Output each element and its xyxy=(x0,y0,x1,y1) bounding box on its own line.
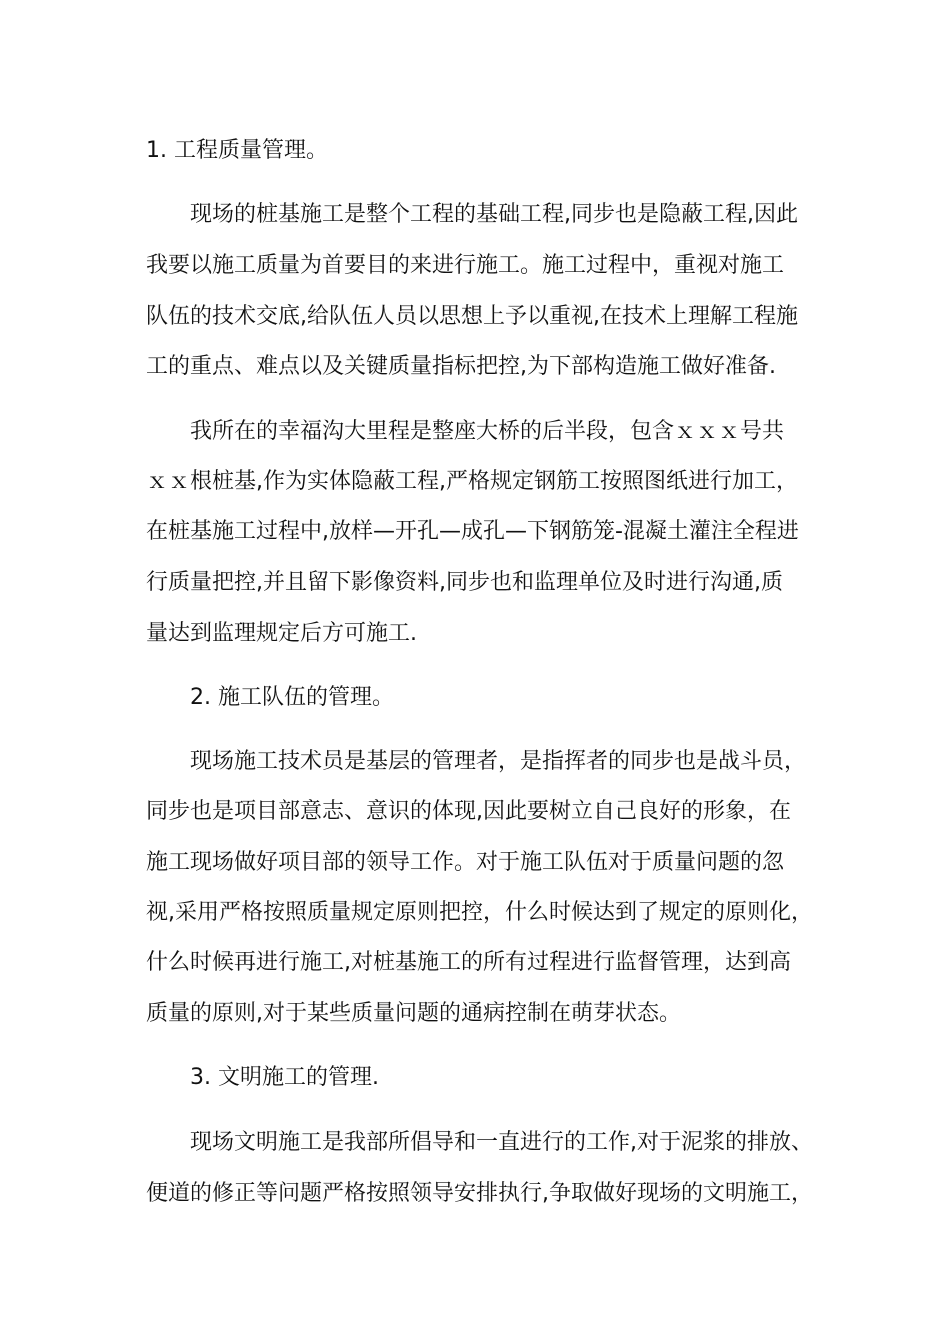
text-line: 什么时候再进行施工,对桩基施工的所有过程进行监督管理，达到高 xyxy=(146,950,791,975)
text-line: 质量的原则,对于某些质量问题的通病控制在萌芽状态。 xyxy=(146,1001,681,1026)
text-line: 在桩基施工过程中,放样—开孔—成孔—下钢筋笼-混凝土灌注全程进 xyxy=(146,519,799,544)
text-line: 工的重点、难点以及关键质量指标把控,为下部构造施工做好准备. xyxy=(146,354,776,379)
text-line: 同步也是项目部意志、意识的体现,因此要树立自己良好的形象，在 xyxy=(146,799,791,824)
text-line: 现场文明施工是我部所倡导和一直进行的工作,对于泥浆的排放、 xyxy=(190,1130,813,1155)
text-line: 现场施工技术员是基层的管理者，是指挥者的同步也是战斗员， xyxy=(190,749,807,774)
text-line: 量达到监理规定后方可施工. xyxy=(146,621,417,646)
text-line: 施工现场做好项目部的领导工作。对于施工队伍对于质量问题的忽 xyxy=(146,850,785,875)
text-line: 现场的桩基施工是整个工程的基础工程,同步也是隐蔽工程,因此 xyxy=(190,202,798,227)
text-line: 队伍的技术交底,给队伍人员以思想上予以重视,在技术上理解工程施 xyxy=(146,304,798,329)
text-line: 便道的修正等问题严格按照领导安排执行,争取做好现场的文明施工， xyxy=(146,1181,813,1206)
text-line: 视,采用严格按照质量规定原则把控，什么时候达到了规定的原则化， xyxy=(146,900,813,925)
text-line: 行质量把控,并且留下影像资料,同步也和监理单位及时进行沟通,质 xyxy=(146,570,783,595)
heading-civilized-construction: 3. 文明施工的管理. xyxy=(190,1065,379,1090)
heading-team-management: 2. 施工队伍的管理。 xyxy=(190,685,394,710)
text-line: 我所在的幸福沟大里程是整座大桥的后半段，包含ｘｘｘ号共 xyxy=(190,419,785,444)
text-line: ｘｘ根桩基,作为实体隐蔽工程,严格规定钢筋工按照图纸进行加工， xyxy=(146,469,798,494)
heading-quality-management: 1. 工程质量管理。 xyxy=(146,138,328,163)
text-line: 我要以施工质量为首要目的来进行施工。施工过程中，重视对施工 xyxy=(146,253,785,278)
